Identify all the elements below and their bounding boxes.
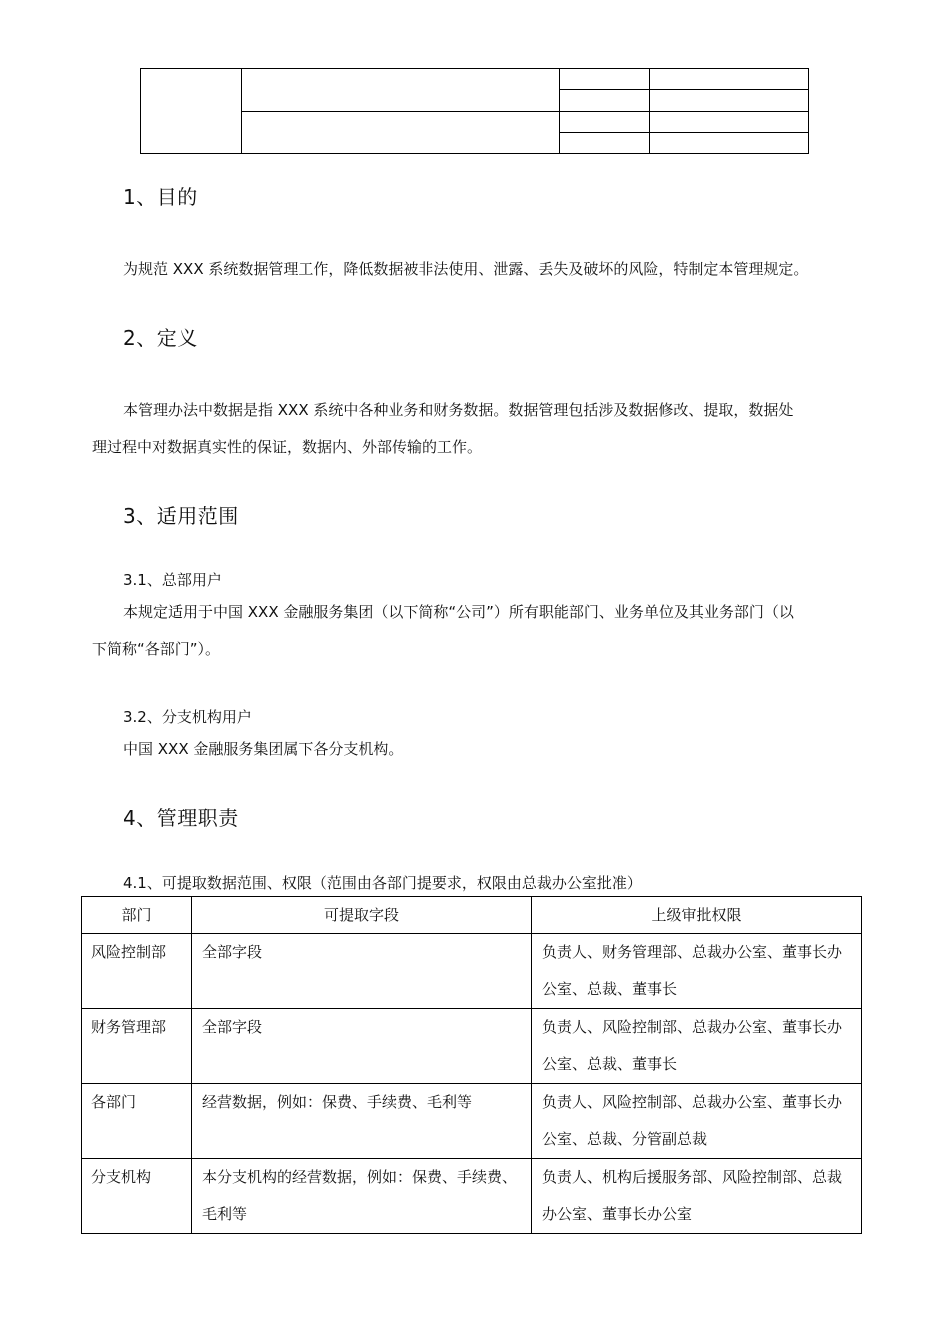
table-row <box>82 1084 862 1159</box>
cell-approval: 负责人、风险控制部、总裁办公室、董事长办公室、总裁、分管副总裁 <box>532 1084 862 1159</box>
cell-approval: 负责人、机构后援服务部、风险控制部、总裁办公室、董事长办公室 <box>532 1159 862 1234</box>
table-divider <box>559 89 809 90</box>
cell-approval: 负责人、财务管理部、总裁办公室、董事长办公室、总裁、董事长 <box>532 934 862 1009</box>
table-row <box>82 1159 862 1234</box>
table-header-row <box>82 897 862 934</box>
table-divider <box>241 111 809 112</box>
cell-fields: 本分支机构的经营数据，例如：保费、手续费、毛利等 <box>192 1159 532 1234</box>
table-row <box>82 1009 862 1084</box>
scope-subheading-branch: 3.2、分支机构用户 <box>123 708 252 726</box>
definition-line-1: 本管理办法中数据是指 XXX 系统中各种业务和财务数据。数据管理包括涉及数据修改、提取，数据处 <box>123 401 794 419</box>
scope-subheading-hq: 3.1、总部用户 <box>123 571 222 589</box>
section-heading-purpose: 1、目的 <box>123 185 198 209</box>
cell-department: 各部门 <box>82 1084 192 1159</box>
cell-department: 分支机构 <box>82 1159 192 1234</box>
cell-fields: 经营数据，例如：保费、手续费、毛利等 <box>192 1084 532 1159</box>
table-row <box>82 934 862 1009</box>
scope-hq-line-2: 下简称“各部门”）。 <box>92 640 221 658</box>
column-header-fields: 可提取字段 <box>192 897 532 934</box>
data-permission-table <box>81 896 862 1234</box>
column-header-approval: 上级审批权限 <box>532 897 862 934</box>
cell-approval: 负责人、风险控制部、总裁办公室、董事长办公室、总裁、董事长 <box>532 1009 862 1084</box>
section-heading-definition: 2、定义 <box>123 326 198 350</box>
column-header-department: 部门 <box>82 897 192 934</box>
purpose-text: 为规范 XXX 系统数据管理工作，降低数据被非法使用、泄露、丢失及破坏的风险，特制定本管理规定。 <box>123 260 809 278</box>
cell-department: 风险控制部 <box>82 934 192 1009</box>
cell-fields: 全部字段 <box>192 1009 532 1084</box>
continued-table <box>140 68 809 154</box>
table-divider <box>559 132 809 133</box>
cell-fields: 全部字段 <box>192 934 532 1009</box>
definition-line-2: 理过程中对数据真实性的保证，数据内、外部传输的工作。 <box>92 438 483 456</box>
section-heading-duties: 4、管理职责 <box>123 806 239 830</box>
duties-subheading: 4.1、可提取数据范围、权限（范围由各部门提要求，权限由总裁办公室批准） <box>123 874 642 892</box>
cell-department: 财务管理部 <box>82 1009 192 1084</box>
table-border-left <box>140 68 141 154</box>
scope-hq-line-1: 本规定适用于中国 XXX 金融服务集团（以下简称“公司”）所有职能部门、业务单位及其业务部门（以 <box>123 603 794 621</box>
section-heading-scope: 3、适用范围 <box>123 504 239 528</box>
scope-branch-line-1: 中国 XXX 金融服务集团属下各分支机构。 <box>123 740 404 758</box>
